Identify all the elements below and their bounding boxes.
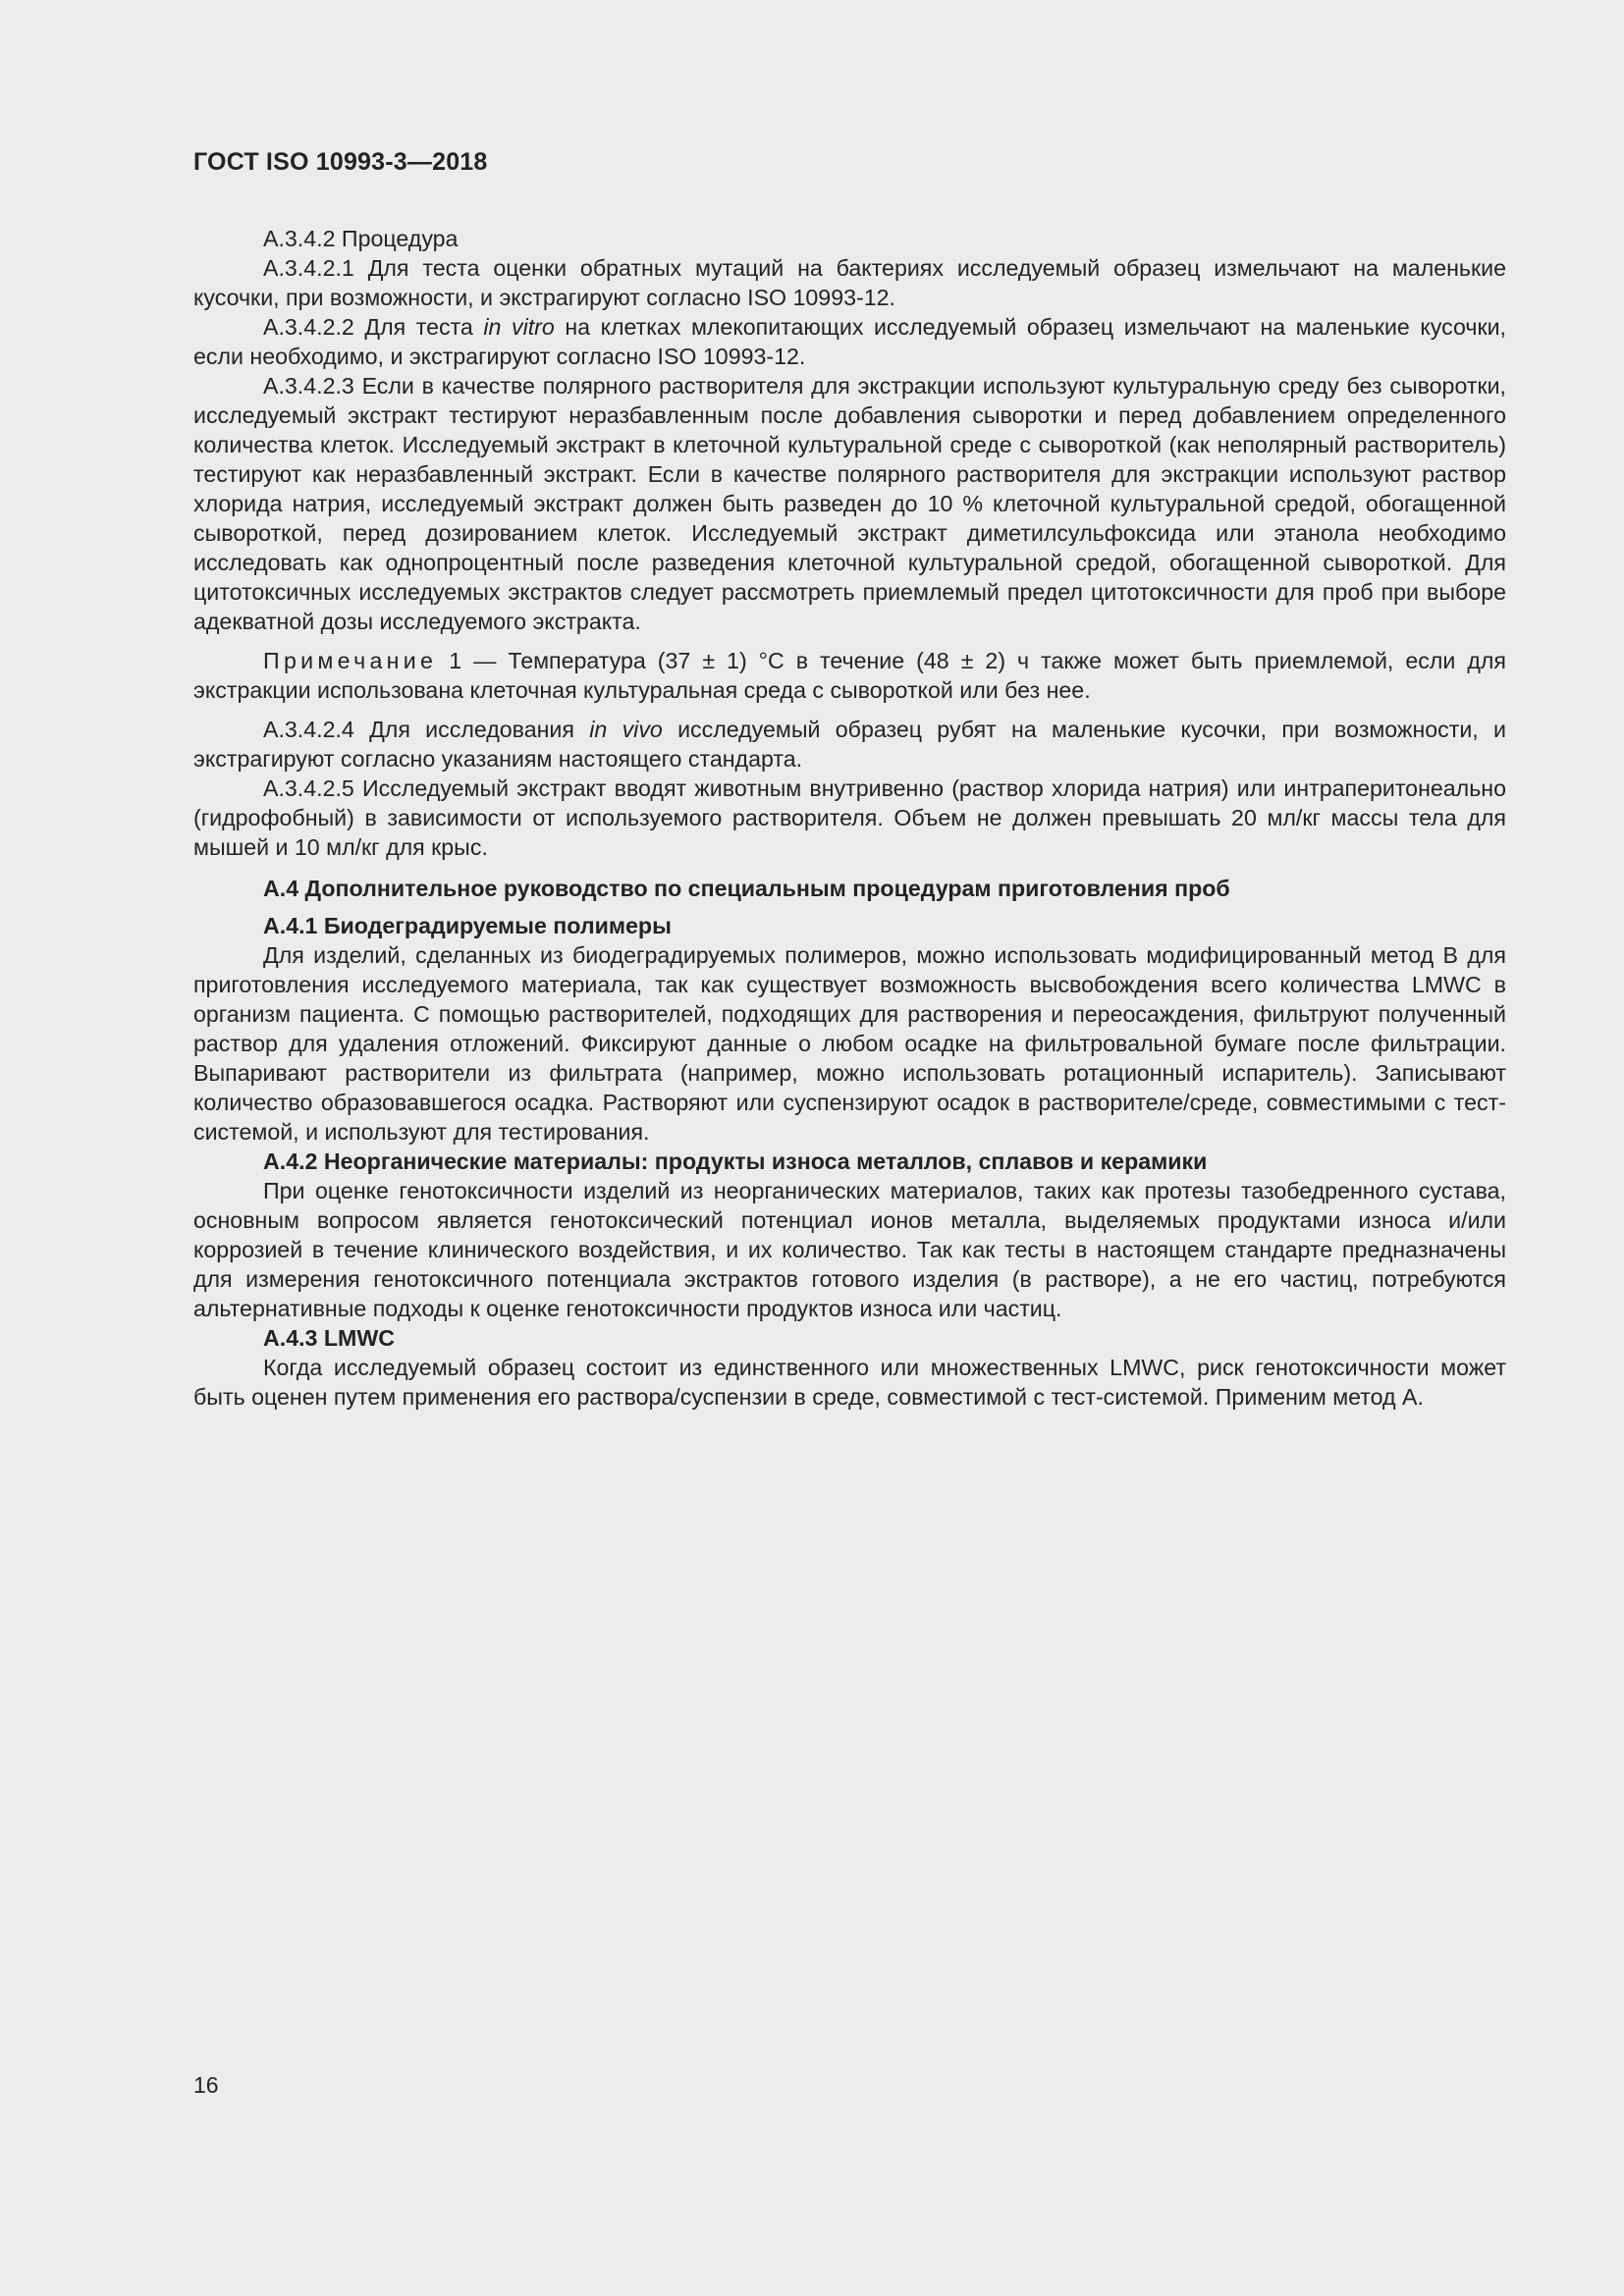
page-number: 16 bbox=[193, 2072, 219, 2098]
section-heading-a4: А.4 Дополнительное руководство по специальным процедурам приготовления проб bbox=[263, 876, 1230, 901]
note-text: 1 — Температура (37 ± 1) °С в течение (48 ± 2) ч также может быть приемлемой, если для экстракции использована клеточная культуральная среда с сывороткой или без нее. bbox=[193, 648, 1506, 703]
subsection-heading-a4-2: А.4.2 Неорганические материалы: продукты износа металлов, сплавов и керамики bbox=[263, 1148, 1208, 1174]
paragraph-a4-3: Когда исследуемый образец состоит из единственного или множественных LMWC, риск генотоксичности может быть оценен путем применения его раствора/суспензии в среде, совместимой с тест-системой. Применим метод А. bbox=[193, 1355, 1506, 1410]
subsection-heading-a4-3: А.4.3 LMWC bbox=[263, 1325, 395, 1351]
paragraph-text: исследуемый образец рубят на маленькие кусочки, при возможности, и экстрагируют согласно указаниям настоящего стандарта. bbox=[193, 717, 1506, 772]
paragraph-a3-4-2-3: А.3.4.2.3 Если в качестве полярного растворителя для экстракции используют культуральную среду без сыворотки, исследуемый экстракт тестируют неразбавленным после добавления сыворотки и перед добавлением определенного количества клеток. Исследуемый экстракт в клеточной культуральной среде с сывороткой (как неполярный растворитель) тестируют как неразбавленный экстракт. Если в качестве полярного растворителя для экстракции используют раствор хлорида натрия, исследуемый экстракт должен быть разведен до 10 % клеточной культуральной средой, обогащенной сывороткой, перед дозированием клеток. Исследуемый экстракт диметилсульфоксида или этанола необходимо исследовать как однопроцентный после разведения клеточной культуральной средой, обогащенной сывороткой. Для цитотоксичных исследуемых экстрактов следует рассмотреть приемлемый предел цитотоксичности для проб при выборе адекватной дозы исследуемого экстракта. bbox=[193, 373, 1506, 634]
paragraph-text: на клетках млекопитающих исследуемый образец измельчают на маленькие кусочки, если необходимо, и экстрагируют согласно ISO 10993-12. bbox=[193, 314, 1506, 369]
paragraph-a3-4-2-1: А.3.4.2.1 Для теста оценки обратных мутаций на бактериях исследуемый образец измельчают на маленькие кусочки, при возможности, и экстрагируют согласно ISO 10993-12. bbox=[193, 255, 1506, 310]
italic-term: in vivo bbox=[589, 717, 663, 742]
paragraph-text: А.3.4.2.4 Для исследования bbox=[263, 717, 590, 742]
paragraph-text: А.3.4.2.2 Для теста bbox=[263, 314, 484, 340]
subsection-heading-a4-1: А.4.1 Биодеградируемые полимеры bbox=[263, 913, 672, 938]
paragraph-a3-4-2: А.3.4.2 Процедура bbox=[263, 226, 459, 251]
paragraph-a3-4-2-4 bbox=[193, 715, 1506, 774]
note-label: Примечание bbox=[263, 648, 438, 673]
document-body bbox=[193, 224, 1506, 1412]
paragraph-a3-4-2-5: А.3.4.2.5 Исследуемый экстракт вводят животным внутривенно (раствор хлорида натрия) или интраперитонеально (гидрофобный) в зависимости от используемого растворителя. Объем не должен превышать 20 мл/кг массы тела для мышей и 10 мл/кг для крыс. bbox=[193, 775, 1506, 860]
italic-term: in vitro bbox=[483, 314, 555, 340]
note-paragraph bbox=[193, 646, 1506, 705]
paragraph-a3-4-2-2 bbox=[193, 312, 1506, 371]
document-header: ГОСТ ISO 10993-3—2018 bbox=[193, 148, 488, 176]
paragraph-a4-1: Для изделий, сделанных из биодеградируемых полимеров, можно использовать модифицированный метод В для приготовления исследуемого материала, так как существует возможность высвобождения всего количества LMWC в организм пациента. С помощью растворителей, подходящих для растворения и переосаждения, фильтруют полученный раствор для удаления отложений. Фиксируют данные о любом осадке на фильтровальной бумаге после фильтрации. Выпаривают растворители из фильтрата (например, можно использовать ротационный испаритель). Записывают количество образовавшегося осадка. Растворяют или суспензируют осадок в растворителе/среде, совместимыми с тест-системой, и используют для тестирования. bbox=[193, 942, 1506, 1145]
paragraph-a4-2: При оценке генотоксичности изделий из неорганических материалов, таких как протезы тазобедренного сустава, основным вопросом является генотоксический потенциал ионов металла, выделяемых продуктами износа и/или коррозией в течение клинического воздействия, и их количество. Так как тесты в настоящем стандарте предназначены для измерения генотоксичного потенциала экстрактов готового изделия (в растворе), а не его частиц, потребуются альтернативные подходы к оценке генотоксичности продуктов износа или частиц. bbox=[193, 1178, 1506, 1321]
